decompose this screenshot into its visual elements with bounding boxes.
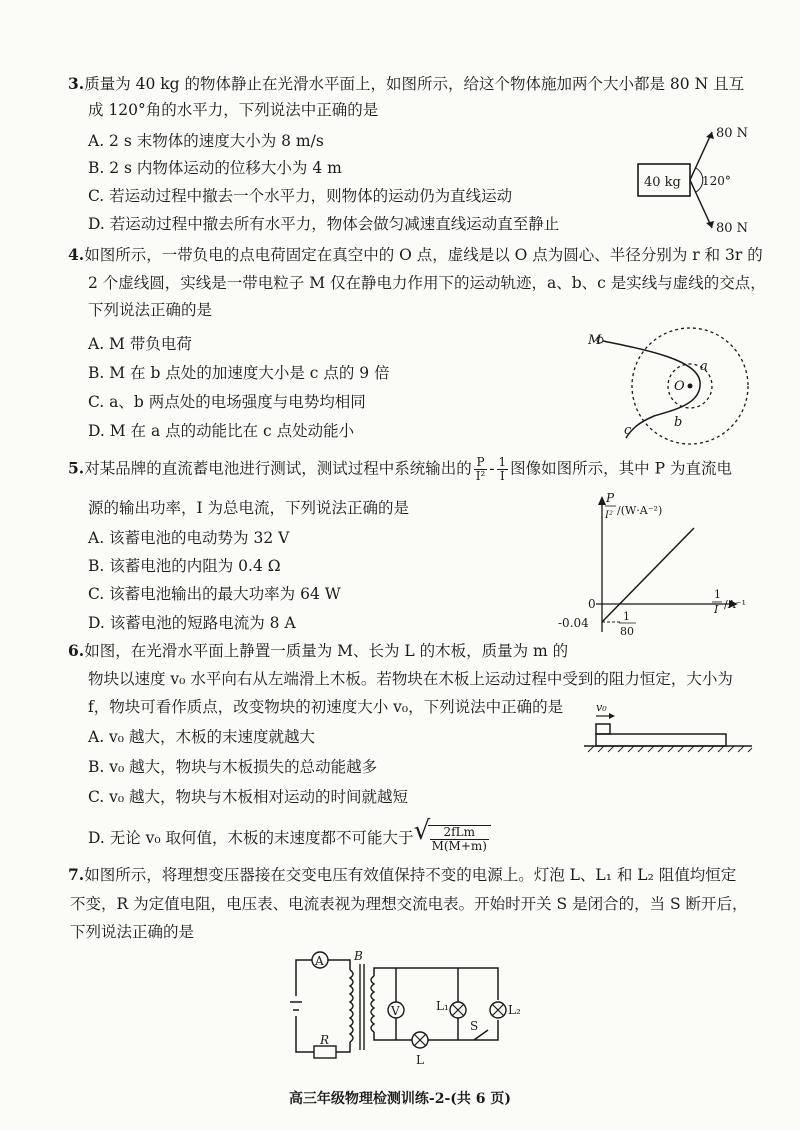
q3-figure — [630, 120, 770, 244]
q4-stem-line3: 下列说法正确的是 — [88, 301, 213, 319]
q6-v0-label: v₀ — [596, 701, 607, 714]
q3-force-top-label: 80 N — [716, 126, 749, 141]
q5-x-label-den: I — [714, 603, 719, 616]
q7-transformer-label: B — [354, 949, 363, 963]
q5-frac-1-over-i — [497, 456, 509, 483]
q7-stem-line1 — [68, 864, 736, 886]
q5-y-label-num: P — [606, 491, 615, 505]
q7-wire-left-top — [296, 960, 312, 996]
q4-label-a: a — [700, 359, 708, 374]
q4-label-b: b — [674, 415, 683, 430]
q6-velocity-arrowhead — [609, 713, 615, 719]
q6-frac-den: M(M+m) — [431, 839, 487, 853]
q6-board — [596, 734, 726, 746]
q6-number: 6. — [68, 641, 85, 660]
q6-frac — [430, 826, 489, 853]
q4-label-o: O — [674, 379, 685, 394]
q7-primary-coil — [350, 970, 353, 1042]
q4-option-c: C. a、b 两点处的电场强度与电势均相同 — [88, 393, 366, 411]
q5-frac2-den: I — [499, 469, 505, 483]
q4-option-a: A. M 带负电荷 — [88, 335, 192, 353]
q3-stem1: 质量为 40 kg 的物体静止在光滑水平面上，如图所示，给这个物体施加两个大小都是 80 N 且互 — [84, 75, 745, 93]
q6-option-c: C. v₀ 越大，物块与木板相对运动的时间就越短 — [88, 788, 409, 806]
q4-stem-line2: 2 个虚线圆，实线是一带电粒子 M 仅在静电力作用下的运动轨迹，a、b、c 是实线与虚线的交点， — [88, 274, 766, 292]
q5-x-tick-num: 1 — [623, 610, 630, 623]
q5-option-c: C. 该蓄电池输出的最大功率为 64 W — [88, 585, 341, 603]
q4-option-b: B. M 在 b 点处的加速度大小是 c 点的 9 倍 — [88, 364, 390, 382]
q5-stem1b: 图像如图所示，其中 P 为直流电 — [510, 459, 732, 478]
q6-block — [596, 724, 610, 734]
q6-option-d — [88, 825, 491, 853]
q6-figure — [584, 700, 754, 760]
q5-frac2-num: 1 — [498, 455, 507, 469]
q6-sqrt — [428, 825, 491, 853]
q4-number: 4. — [68, 245, 85, 264]
q7-stem-line3: 下列说法正确的是 — [70, 923, 195, 941]
q7-lamp-l-label: L — [416, 1053, 424, 1067]
q3-force-top-arrowhead — [706, 132, 714, 139]
q5-y-label-den: I² — [605, 510, 613, 521]
q7-number: 7. — [68, 865, 85, 884]
q5-frac1-den: I² — [475, 469, 486, 483]
q4-figure — [588, 326, 768, 460]
q4-option-d: D. M 在 a 点的动能比在 c 点处动能小 — [88, 422, 355, 440]
q4-charge-o — [688, 384, 693, 389]
q3-number: 3. — [68, 74, 85, 93]
q7-secondary-coil — [371, 976, 374, 1032]
q3-box-label: 40 kg — [644, 175, 681, 190]
q7-lamp-l2-label: L₂ — [508, 1003, 521, 1017]
q5-y-arrowhead — [598, 496, 606, 505]
q7-circuit-figure — [288, 950, 538, 1074]
q4-stem-line1 — [68, 244, 763, 266]
q7-resistor — [314, 1046, 336, 1058]
q3-force-bottom-label: 80 N — [716, 221, 749, 236]
q7-ammeter-label: A — [315, 954, 324, 968]
q3-option-a: A. 2 s 末物体的速度大小为 8 m/s — [88, 132, 324, 150]
q3-stem-line1 — [68, 73, 744, 95]
q5-frac-p-over-i2 — [474, 456, 488, 483]
q3-force-bottom-arrowhead — [706, 221, 714, 228]
q7-wire-bottom-primary — [336, 1042, 350, 1052]
q7-voltmeter-label: V — [391, 1004, 400, 1018]
q3-option-b: B. 2 s 内物体运动的位移大小为 4 m — [88, 159, 342, 177]
q5-option-d: D. 该蓄电池的短路电流为 8 A — [88, 614, 296, 632]
q7-lamp-l1-label: L₁ — [436, 999, 449, 1013]
q6-option-a: A. v₀ 越大，木板的末速度就越大 — [88, 728, 315, 746]
q5-stem-line2: 源的输出功率，I 为总电流，下列说法正确的是 — [88, 499, 410, 517]
q5-option-b: B. 该蓄电池的内阻为 0.4 Ω — [88, 557, 281, 575]
q7-wire-secondary-top — [374, 968, 498, 1000]
q6-option-d-text: D. 无论 v₀ 取何值，木板的末速度都不可能大于 — [88, 829, 414, 847]
q5-x-unit: /A⁻¹ — [724, 598, 746, 611]
q7-stem1: 如图所示，将理想变压器接在交变电压有效值保持不变的电源上。灯泡 L、L₁ 和 L₂ 阻值均恒定 — [84, 866, 737, 884]
q5-stem-line1 — [68, 456, 732, 483]
q7-stem-line2: 不变，R 为定值电阻，电压表、电流表视为理想交流电表。开始时开关 S 是闭合的，当 S 断开后， — [70, 895, 748, 913]
q5-stem1a: 对某品牌的直流蓄电池进行测试，测试过程中系统输出的 — [84, 459, 472, 478]
q7-wire-top-primary — [328, 960, 350, 970]
q7-wire-secondary-bottom — [374, 1032, 412, 1040]
q6-stem1: 如图，在光滑水平面上静置一质量为 M、长为 L 的木板，质量为 m 的 — [84, 642, 569, 660]
q5-origin-label: 0 — [588, 597, 596, 611]
q3-angle-label: 120° — [702, 174, 731, 188]
q3-option-d: D. 若运动过程中撤去所有水平力，物体会做匀减速直线运动直至静止 — [88, 215, 560, 233]
q3-stem-line2: 成 120°角的水平力，下列说法中正确的是 — [88, 101, 379, 119]
q6-stem-line1 — [68, 640, 568, 662]
q7-resistor-label: R — [320, 1033, 330, 1047]
q7-switch-label: S — [470, 1019, 479, 1033]
q6-stem-line2: 物块以速度 v₀ 水平向右从左端滑上木板。若物块在木板上运动过程中受到的阻力恒定，大小为 — [88, 670, 733, 688]
q5-y-unit: /(W·A⁻²) — [617, 504, 663, 517]
q6-frac-num: √ 2fLm — [430, 826, 489, 840]
q4-trajectory — [598, 340, 700, 438]
q7-wire-left-bottom — [296, 1016, 314, 1052]
q4-stem1: 如图所示，一带负电的点电荷固定在真空中的 O 点，虚线是以 O 点为圆心、半径分别为 r 和 3r 的 — [84, 246, 763, 264]
q5-dash: - — [489, 459, 495, 478]
q6-ground-hatch — [588, 746, 752, 752]
q3-option-c: C. 若运动过程中撤去一个水平力，则物体的运动仍为直线运动 — [88, 187, 513, 205]
q5-graph-line — [602, 528, 694, 622]
q5-y-intercept-label: -0.04 — [558, 616, 589, 630]
q4-label-c: c — [624, 423, 632, 438]
q5-number: 5. — [68, 458, 85, 478]
q6-stem-line3: f，物块可看作质点，改变物块的初速度大小 v₀，下列说法中正确的是 — [88, 698, 564, 716]
q5-frac1-num: P — [474, 456, 488, 470]
q5-figure — [556, 492, 776, 646]
q5-x-label-num: 1 — [714, 588, 721, 601]
q6-option-b: B. v₀ 越大，物块与木板损失的总动能越多 — [88, 758, 378, 776]
q5-x-tick-den: 80 — [620, 625, 634, 638]
q4-label-m: M — [588, 333, 602, 348]
page-footer: 高三年级物理检测训练-2-(共 6 页) — [288, 1091, 512, 1107]
q5-option-a: A. 该蓄电池的电动势为 32 V — [88, 529, 290, 547]
